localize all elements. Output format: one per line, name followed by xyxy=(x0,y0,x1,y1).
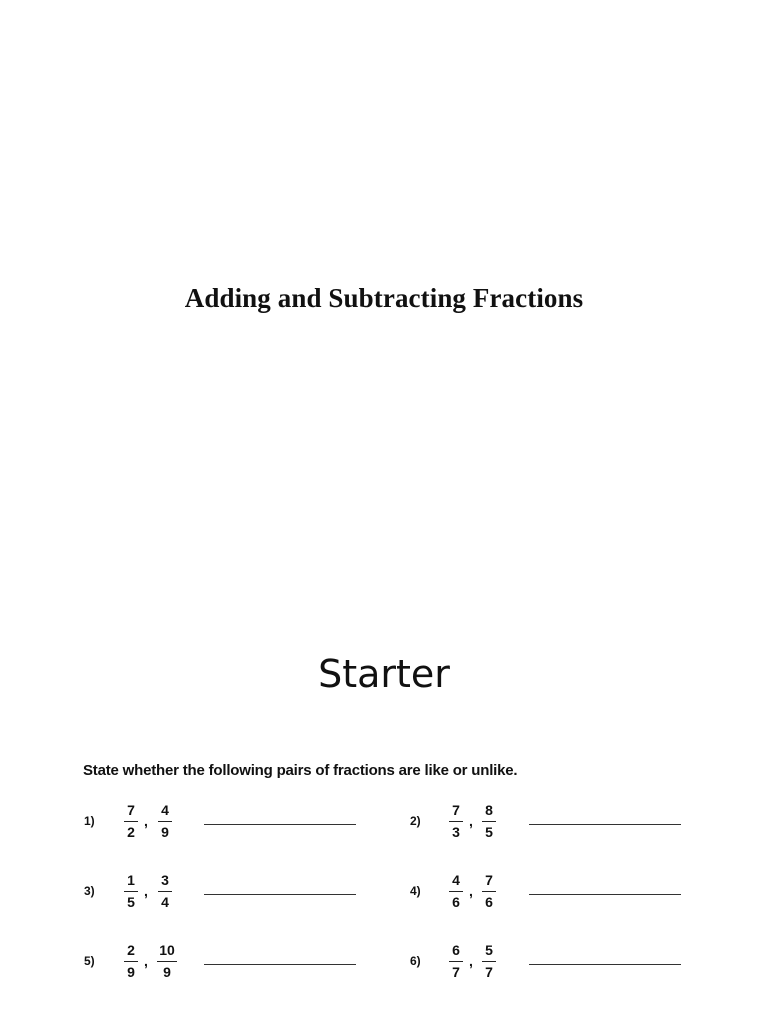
answer-line[interactable] xyxy=(204,894,356,895)
fraction-a xyxy=(445,802,467,841)
answer-line[interactable] xyxy=(204,824,356,825)
answer-line[interactable] xyxy=(529,894,681,895)
numerator: 6 xyxy=(452,942,460,958)
denominator: 6 xyxy=(452,894,460,910)
fraction-bar xyxy=(158,821,172,822)
numerator: 7 xyxy=(127,802,135,818)
fraction-bar xyxy=(157,961,177,962)
numerator: 8 xyxy=(485,802,493,818)
problem-number: 3) xyxy=(84,884,95,898)
separator-comma: , xyxy=(469,953,473,969)
problem-number: 5) xyxy=(84,954,95,968)
denominator: 7 xyxy=(485,964,493,980)
numerator: 4 xyxy=(452,872,460,888)
separator-comma: , xyxy=(144,953,148,969)
fraction-a xyxy=(120,802,142,841)
numerator: 10 xyxy=(159,942,175,958)
fraction-bar xyxy=(449,821,463,822)
denominator: 5 xyxy=(127,894,135,910)
fraction-bar xyxy=(449,961,463,962)
fraction-b xyxy=(154,942,180,981)
fraction-a xyxy=(120,942,142,981)
fraction-a xyxy=(120,872,142,911)
instruction-text: State whether the following pairs of fractions are like or unlike. xyxy=(83,762,518,779)
denominator: 3 xyxy=(452,824,460,840)
fraction-b xyxy=(478,942,500,981)
problem-5 xyxy=(84,942,364,990)
numerator: 7 xyxy=(485,872,493,888)
fraction-b xyxy=(154,872,176,911)
page-title: Adding and Subtracting Fractions xyxy=(184,283,584,313)
denominator: 4 xyxy=(161,894,169,910)
answer-line[interactable] xyxy=(529,964,681,965)
denominator: 9 xyxy=(163,964,171,980)
problem-6 xyxy=(410,942,690,990)
denominator: 6 xyxy=(485,894,493,910)
fraction-bar xyxy=(482,961,496,962)
numerator: 5 xyxy=(485,942,493,958)
separator-comma: , xyxy=(469,883,473,899)
fraction-bar xyxy=(482,891,496,892)
fraction-bar xyxy=(482,821,496,822)
fraction-bar xyxy=(124,961,138,962)
separator-comma: , xyxy=(144,813,148,829)
problem-number: 6) xyxy=(410,954,421,968)
numerator: 7 xyxy=(452,802,460,818)
numerator: 3 xyxy=(161,872,169,888)
fraction-b xyxy=(478,872,500,911)
fraction-a xyxy=(445,942,467,981)
answer-line[interactable] xyxy=(204,964,356,965)
numerator: 1 xyxy=(127,872,135,888)
fraction-bar xyxy=(449,891,463,892)
fraction-a xyxy=(445,872,467,911)
denominator: 2 xyxy=(127,824,135,840)
fraction-b xyxy=(478,802,500,841)
denominator: 9 xyxy=(161,824,169,840)
problem-2 xyxy=(410,802,690,850)
numerator: 4 xyxy=(161,802,169,818)
problem-4 xyxy=(410,872,690,920)
denominator: 5 xyxy=(485,824,493,840)
fraction-bar xyxy=(124,891,138,892)
fraction-b xyxy=(154,802,176,841)
problem-number: 1) xyxy=(84,814,95,828)
problem-number: 2) xyxy=(410,814,421,828)
separator-comma: , xyxy=(469,813,473,829)
denominator: 9 xyxy=(127,964,135,980)
problem-1 xyxy=(84,802,364,850)
answer-line[interactable] xyxy=(529,824,681,825)
fraction-bar xyxy=(124,821,138,822)
fraction-bar xyxy=(158,891,172,892)
denominator: 7 xyxy=(452,964,460,980)
problem-number: 4) xyxy=(410,884,421,898)
separator-comma: , xyxy=(144,883,148,899)
numerator: 2 xyxy=(127,942,135,958)
problem-3 xyxy=(84,872,364,920)
starter-heading: Starter xyxy=(318,652,450,696)
